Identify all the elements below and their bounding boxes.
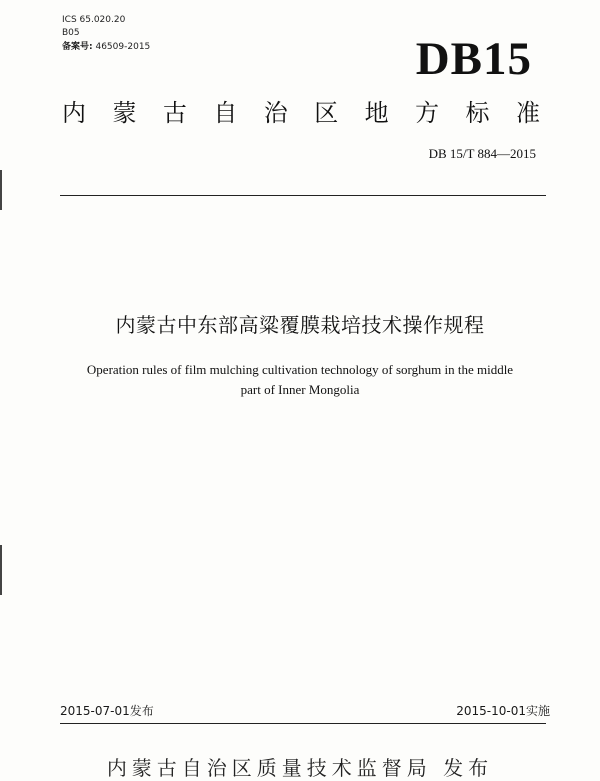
document-title-chinese: 内蒙古中东部高粱覆膜栽培技术操作规程 [115,313,485,337]
record-label: 备案号: [62,42,93,52]
standard-type-char: 古 [162,99,187,127]
document-title-english [40,360,560,400]
record-value: 46509-2015 [95,42,151,52]
scan-edge-mark [0,170,2,210]
standard-type-heading [62,98,540,128]
issue-date: 2015-07-01发布 [60,704,154,718]
standard-type-char: 内 [62,99,86,127]
publisher: 内蒙古自治区质量技术监督局 发布 [106,756,494,780]
standard-type-char: 区 [314,99,339,127]
standard-number: DB 15/T 884—2015 [428,146,536,161]
standard-type-char: 自 [213,99,238,127]
bottom-divider [60,723,546,724]
english-title-line-2: part of Inner Mongolia [240,382,360,397]
standard-type-char: 方 [415,99,440,127]
standard-type-char: 准 [515,99,540,127]
standard-logo: DB15 [415,33,532,85]
top-divider [60,195,546,196]
ics-code: ICS 65.020.20 [62,15,126,25]
classification-code: B05 [62,28,80,38]
implementation-date: 2015-10-01实施 [456,704,550,718]
record-number [62,41,150,54]
standard-type-char: 蒙 [112,99,137,127]
english-title-line-1: Operation rules of film mulching cultivation technology of sorghum in the middle [86,362,514,377]
standard-type-char: 地 [364,99,389,127]
standard-type-char: 治 [263,99,288,127]
standard-type-char: 标 [465,99,490,127]
scan-edge-mark [0,545,2,595]
